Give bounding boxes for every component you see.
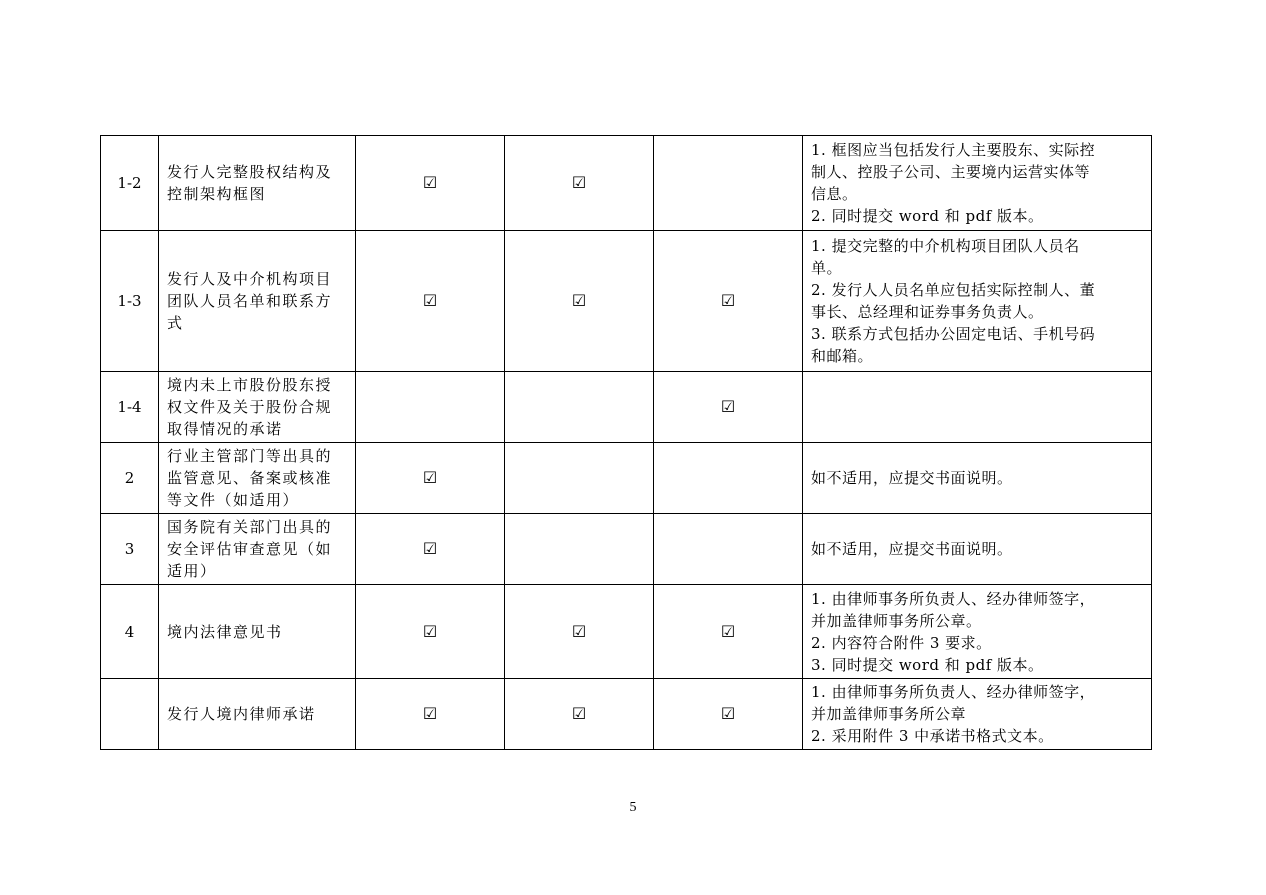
check-cell-2 bbox=[505, 514, 654, 585]
check-cell-3 bbox=[654, 136, 803, 231]
item-number: 2 bbox=[101, 443, 159, 514]
checkbox-checked-icon: ☑ bbox=[422, 704, 438, 723]
check-cell-1 bbox=[356, 443, 505, 514]
remarks bbox=[803, 514, 1152, 585]
check-cell-2 bbox=[505, 443, 654, 514]
checkbox-checked-icon: ☑ bbox=[571, 704, 587, 723]
remark-line: 制人、控股子公司、主要境内运营实体等 bbox=[811, 163, 1091, 181]
remark-line: 3. 联系方式包括办公固定电话、手机号码 bbox=[811, 325, 1096, 343]
item-number: 3 bbox=[101, 514, 159, 585]
remark-line: 并加盖律师事务所公章 bbox=[811, 705, 967, 723]
checkbox-checked-icon: ☑ bbox=[571, 291, 587, 310]
checkbox-checked-icon: ☑ bbox=[422, 539, 438, 558]
table-row bbox=[101, 443, 1152, 514]
check-cell-2 bbox=[505, 585, 654, 679]
table-row bbox=[101, 514, 1152, 585]
document-name bbox=[159, 231, 356, 372]
remark-line: 事长、总经理和证券事务负责人。 bbox=[811, 303, 1044, 321]
remarks bbox=[803, 585, 1152, 679]
checkbox-checked-icon: ☑ bbox=[571, 173, 587, 192]
check-cell-3 bbox=[654, 443, 803, 514]
requirements-table bbox=[100, 135, 1152, 750]
item-number: 4 bbox=[101, 585, 159, 679]
remark-line: 2. 内容符合附件 3 要求。 bbox=[811, 633, 992, 652]
document-name bbox=[159, 514, 356, 585]
checkbox-checked-icon: ☑ bbox=[422, 621, 438, 641]
remark-line: 信息。 bbox=[811, 185, 858, 203]
document-name-line: 等文件（如适用） bbox=[167, 491, 300, 509]
document-name-line: 监管意见、备案或核准 bbox=[167, 469, 333, 487]
table-row bbox=[101, 231, 1152, 372]
remark-line: 并加盖律师事务所公章。 bbox=[811, 611, 982, 630]
document-name-line: 取得情况的承诺 bbox=[167, 420, 283, 438]
check-cell-2 bbox=[505, 231, 654, 372]
checkbox-checked-icon: ☑ bbox=[720, 704, 736, 723]
check-cell-3 bbox=[654, 585, 803, 679]
check-cell-3 bbox=[654, 514, 803, 585]
remark-line: 和邮箱。 bbox=[811, 347, 874, 365]
remark-line: 如不适用，应提交书面说明。 bbox=[811, 469, 1013, 487]
check-cell-1 bbox=[356, 679, 505, 750]
document-name-line: 国务院有关部门出具的 bbox=[167, 518, 333, 536]
document-name-line: 发行人完整股权结构及 bbox=[167, 163, 333, 181]
document-name bbox=[159, 372, 356, 443]
check-cell-1 bbox=[356, 231, 505, 372]
remark-line: 2. 同时提交 word 和 pdf 版本。 bbox=[811, 207, 1044, 225]
remarks bbox=[803, 679, 1152, 750]
check-cell-1 bbox=[356, 585, 505, 679]
document-name bbox=[159, 679, 356, 750]
check-cell-3 bbox=[654, 679, 803, 750]
item-number bbox=[101, 679, 159, 750]
document-name-line: 发行人境内律师承诺 bbox=[167, 705, 316, 723]
check-cell-1 bbox=[356, 136, 505, 231]
table-row bbox=[101, 136, 1152, 231]
document-name-line: 境内未上市股份股东授 bbox=[167, 376, 333, 394]
page-number: 5 bbox=[629, 800, 637, 815]
remark-line: 1. 由律师事务所负责人、经办律师签字， bbox=[811, 589, 1096, 608]
document-name-line: 权文件及关于股份合规 bbox=[167, 398, 333, 416]
document-name-line: 行业主管部门等出具的 bbox=[167, 447, 333, 465]
remark-line: 1. 框图应当包括发行人主要股东、实际控 bbox=[811, 141, 1096, 159]
checkbox-checked-icon: ☑ bbox=[422, 173, 438, 192]
check-cell-2 bbox=[505, 136, 654, 231]
document-name-line: 发行人及中介机构项目 bbox=[167, 270, 333, 288]
item-number: 1-3 bbox=[101, 231, 159, 372]
remark-line: 单。 bbox=[811, 259, 843, 277]
checkbox-checked-icon: ☑ bbox=[422, 468, 438, 487]
remark-line: 3. 同时提交 word 和 pdf 版本。 bbox=[811, 655, 1044, 674]
remark-line: 如不适用，应提交书面说明。 bbox=[811, 540, 1013, 558]
remark-line: 2. 发行人人员名单应包括实际控制人、董 bbox=[811, 281, 1096, 299]
check-cell-1 bbox=[356, 372, 505, 443]
table-body bbox=[101, 136, 1152, 750]
remarks bbox=[803, 443, 1152, 514]
item-number: 1-2 bbox=[101, 136, 159, 231]
checkbox-checked-icon: ☑ bbox=[720, 621, 736, 641]
remark-line: 1. 由律师事务所负责人、经办律师签字， bbox=[811, 683, 1096, 701]
document-name-line: 团队人员名单和联系方 bbox=[167, 292, 333, 310]
document-name-line: 境内法律意见书 bbox=[167, 622, 283, 641]
checkbox-checked-icon: ☑ bbox=[720, 291, 736, 310]
document-name bbox=[159, 136, 356, 231]
check-cell-3 bbox=[654, 231, 803, 372]
document-name-line: 式 bbox=[167, 314, 184, 332]
check-cell-1 bbox=[356, 514, 505, 585]
document-name-line: 控制架构框图 bbox=[167, 185, 267, 203]
remark-line: 1. 提交完整的中介机构项目团队人员名 bbox=[811, 237, 1080, 255]
table-row bbox=[101, 372, 1152, 443]
table-row bbox=[101, 585, 1152, 679]
document-name bbox=[159, 443, 356, 514]
check-cell-2 bbox=[505, 372, 654, 443]
check-cell-2 bbox=[505, 679, 654, 750]
check-cell-3 bbox=[654, 372, 803, 443]
checkbox-checked-icon: ☑ bbox=[571, 621, 587, 641]
document-name-line: 安全评估审查意见（如 bbox=[167, 540, 333, 558]
document-name bbox=[159, 585, 356, 679]
remarks bbox=[803, 372, 1152, 443]
remarks bbox=[803, 136, 1152, 231]
item-number: 1-4 bbox=[101, 372, 159, 443]
checkbox-checked-icon: ☑ bbox=[720, 397, 736, 416]
table-row bbox=[101, 679, 1152, 750]
remark-line: 2. 采用附件 3 中承诺书格式文本。 bbox=[811, 727, 1054, 745]
checkbox-checked-icon: ☑ bbox=[422, 291, 438, 310]
remarks bbox=[803, 231, 1152, 372]
document-name-line: 适用） bbox=[167, 562, 217, 580]
